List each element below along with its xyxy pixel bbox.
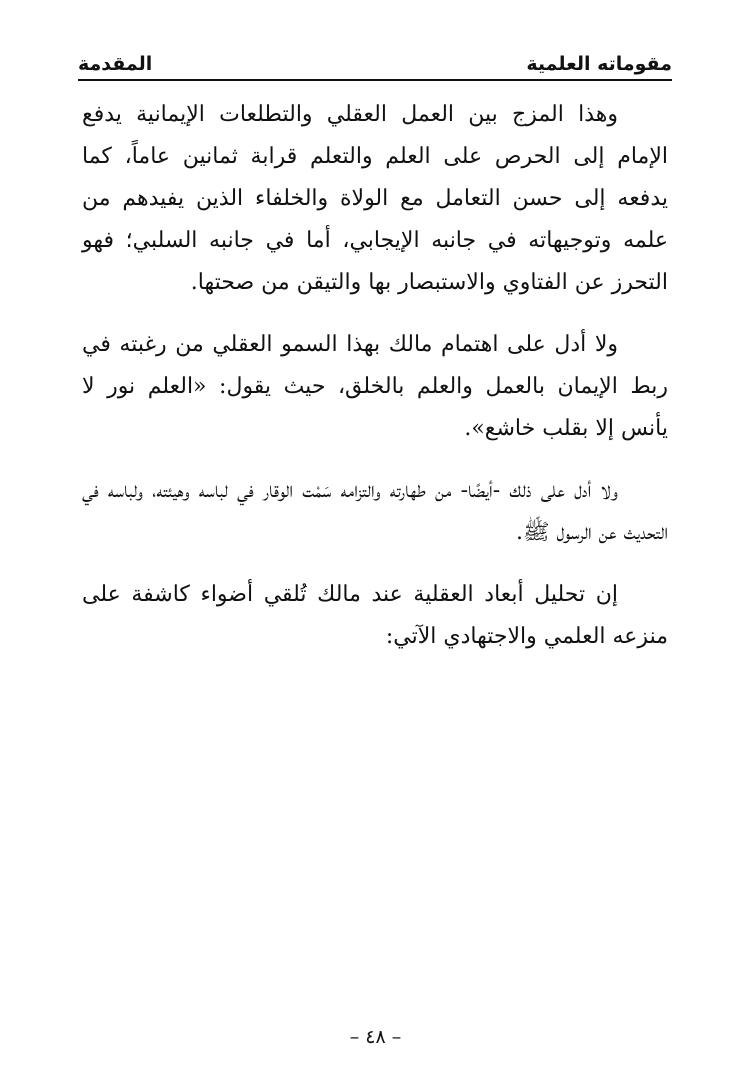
paragraph: وهذا المزج بين العمل العقلي والتطلعات الإيمانية يدفع الإمام إلى الحرص على العلم والتعلم قرابة ثمانين عاماً، كما يدفعه إلى حسن التعامل مع الولاة والخلفاء الذين يفيدهم من علمه وتوجيهاته في جانبه الإيجابي، أما في جانبه السلبي؛ فهو التحرز عن الفتاوي والاستبصار بها والتيقن من صحتها. — [82, 102, 668, 295]
paragraph: ولا أدل على ذلك -أيضًا- من طهارته والتزامه سَمْت الوقار في لباسه وهيئته، ولباسه في التحديث عن الرسول ﷺ. — [82, 478, 668, 545]
chapter-title: المقدمة — [78, 53, 153, 75]
header-rule — [78, 79, 672, 81]
page-number: – ٤٨ – — [349, 1026, 402, 1048]
paragraph: ولا أدل على اهتمام مالك بهذا السمو العقلي من رغبته في ربط الإيمان بالعمل والعلم بالخلق، حيث يقول: «العلم نور لا يأنس إلا بقلب خاشع». — [82, 332, 668, 441]
book-title: مقوماته العلمية — [526, 53, 672, 75]
paragraph: إن تحليل أبعاد العقلية عند مالك تُلقي أضواء كاشفة على منزعه العلمي والاجتهادي الآتي: — [82, 582, 668, 649]
running-header — [78, 40, 672, 78]
body-text — [82, 94, 668, 678]
